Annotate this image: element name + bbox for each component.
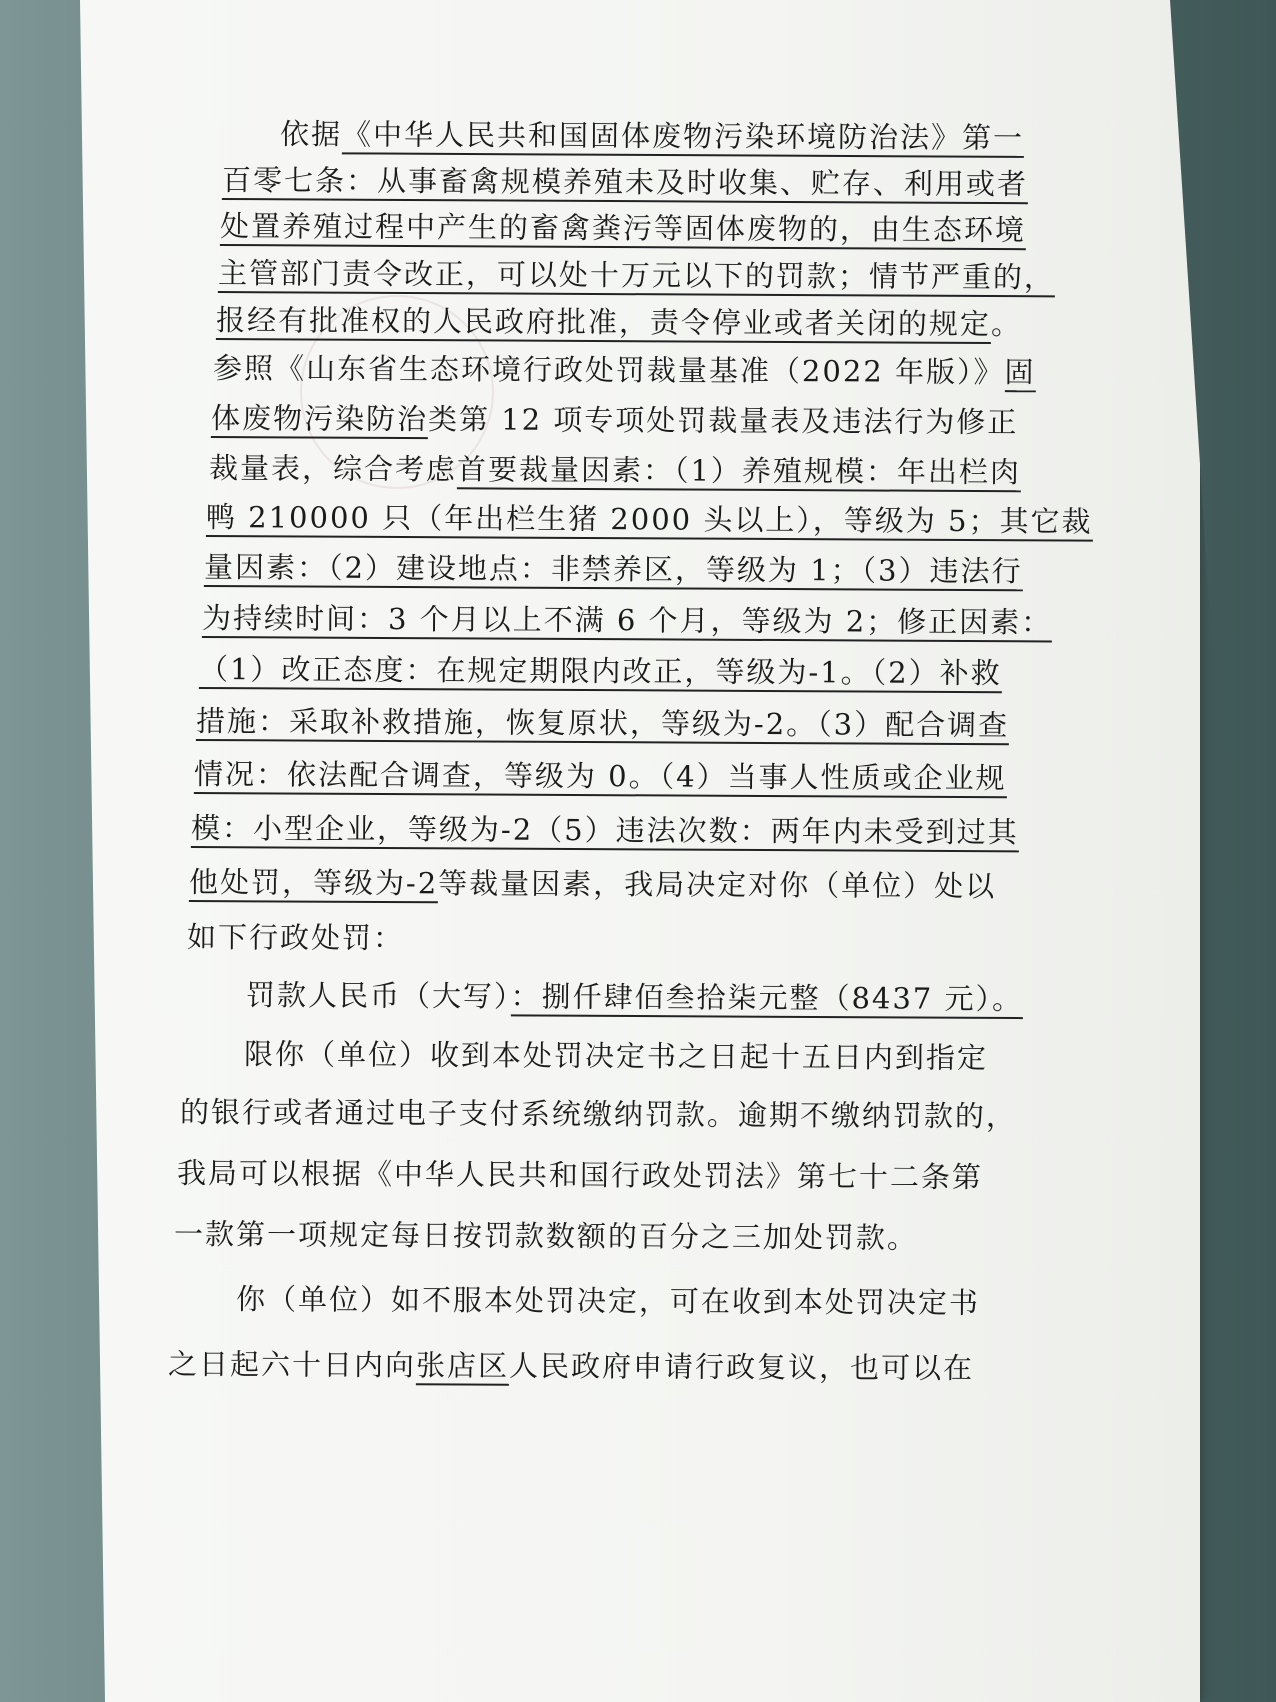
text-line	[191, 806, 1019, 851]
text-line	[187, 915, 404, 957]
text-line	[196, 699, 1009, 744]
underlined-text: 处置养殖过程中产生的畜禽粪污等固体废物的，由生态环境	[220, 209, 1026, 250]
line-text: 。	[990, 307, 1023, 342]
underlined-text: 为持续时间：3 个月以上不满 6 个月，等级为 2；修正因素：	[202, 601, 1052, 642]
underlined-text: 固	[1004, 355, 1035, 392]
text-line	[177, 1151, 983, 1196]
text-line	[189, 860, 996, 905]
line-text: 人民政府申请行政复议，也可以在	[508, 1348, 975, 1386]
underlined-text: 他处罚，等级为-2	[189, 865, 438, 903]
text-line	[168, 1342, 974, 1387]
text-line	[206, 495, 1093, 541]
underlined-text: 体废物污染防治	[211, 401, 428, 439]
text-line	[236, 1277, 980, 1322]
text-line	[216, 298, 1022, 343]
text-line	[202, 596, 1052, 641]
text-line	[218, 251, 1055, 296]
underlined-text: 首要裁量因素：（1）养殖规模：年出栏肉	[457, 452, 1021, 492]
line-text: 之日起六十日内向	[167, 1347, 417, 1383]
underlined-text: （1）改正态度：在规定期限内改正，等级为-1。（2）补救	[199, 652, 1002, 693]
line-text: 等裁量因素，我局决定对你（单位）处以	[438, 866, 997, 904]
underlined-text: 模：小型企业，等级为-2（5）违法次数：两年内未受到过其	[191, 811, 1019, 852]
text-line	[174, 1212, 918, 1257]
underlined-text: 量因素：（2）建设地点：非禁养区，等级为 1；（3）违法行	[204, 550, 1023, 591]
underlined-text: 百零七条：从事畜禽规模养殖未及时收集、贮存、利用或者	[222, 163, 1028, 204]
line-text: 类第 12 项专项处罚裁量表及违法行为修正	[427, 402, 1019, 440]
line-text: 参照《山东省生态环境行政处罚裁量基准（2022 年版）》	[212, 351, 1005, 390]
line-text: 裁量表，综合考虑	[208, 451, 458, 487]
text-line	[222, 158, 1028, 203]
line-text: 依据	[279, 117, 343, 152]
underlined-text: 《中华人民共和国固体废物污染环境防治法》第一	[342, 117, 1024, 158]
text-line	[244, 1032, 988, 1077]
text-line	[246, 973, 1023, 1018]
line-text: 我局可以根据《中华人民共和国行政处罚法》第七十二条第	[176, 1156, 984, 1195]
line-text: 你（单位）如不服本处罚决定，可在收到本处罚决定书	[235, 1282, 981, 1320]
underlined-text: 鸭 210000 只（年出栏生猪 2000 头以上），等级为 5；其它裁	[206, 500, 1093, 542]
text-line	[280, 112, 1024, 157]
line-text: 一款第一项规定每日按罚款数额的百分之三加处罚款。	[173, 1217, 919, 1255]
text-line	[220, 204, 1026, 249]
text-line	[204, 545, 1023, 590]
text-line	[180, 1090, 1017, 1135]
text-line	[211, 396, 1019, 441]
underlined-text: 张店区	[416, 1348, 509, 1385]
line-text: 的银行或者通过电子支付系统缴纳罚款。逾期不缴纳罚款的，	[179, 1095, 1018, 1134]
text-line	[209, 446, 1021, 491]
underlined-text: 报经有批准权的人民政府批准，责令停业或者关闭的规定	[216, 303, 991, 344]
line-text: 罚款人民币（大写）	[245, 978, 511, 1014]
text-line	[194, 752, 1007, 797]
underlined-text: 情况：依法配合调查，等级为 0。（4）当事人性质或企业规	[194, 757, 1007, 798]
text-line	[213, 346, 1036, 391]
underlined-text: 措施：采取补救措施，恢复原状，等级为-2。（3）配合调查	[196, 704, 1009, 745]
line-text: 限你（单位）收到本处罚决定书之日起十五日内到指定	[243, 1037, 989, 1075]
line-text: 如下行政处罚：	[186, 920, 405, 956]
underlined-text: ：捌仟肆佰叁拾柒元整（8437 元）。	[510, 979, 1023, 1019]
text-line	[199, 647, 1002, 692]
underlined-text: 主管部门责令改正，可以处十万元以下的罚款；情节严重的，	[218, 256, 1055, 297]
